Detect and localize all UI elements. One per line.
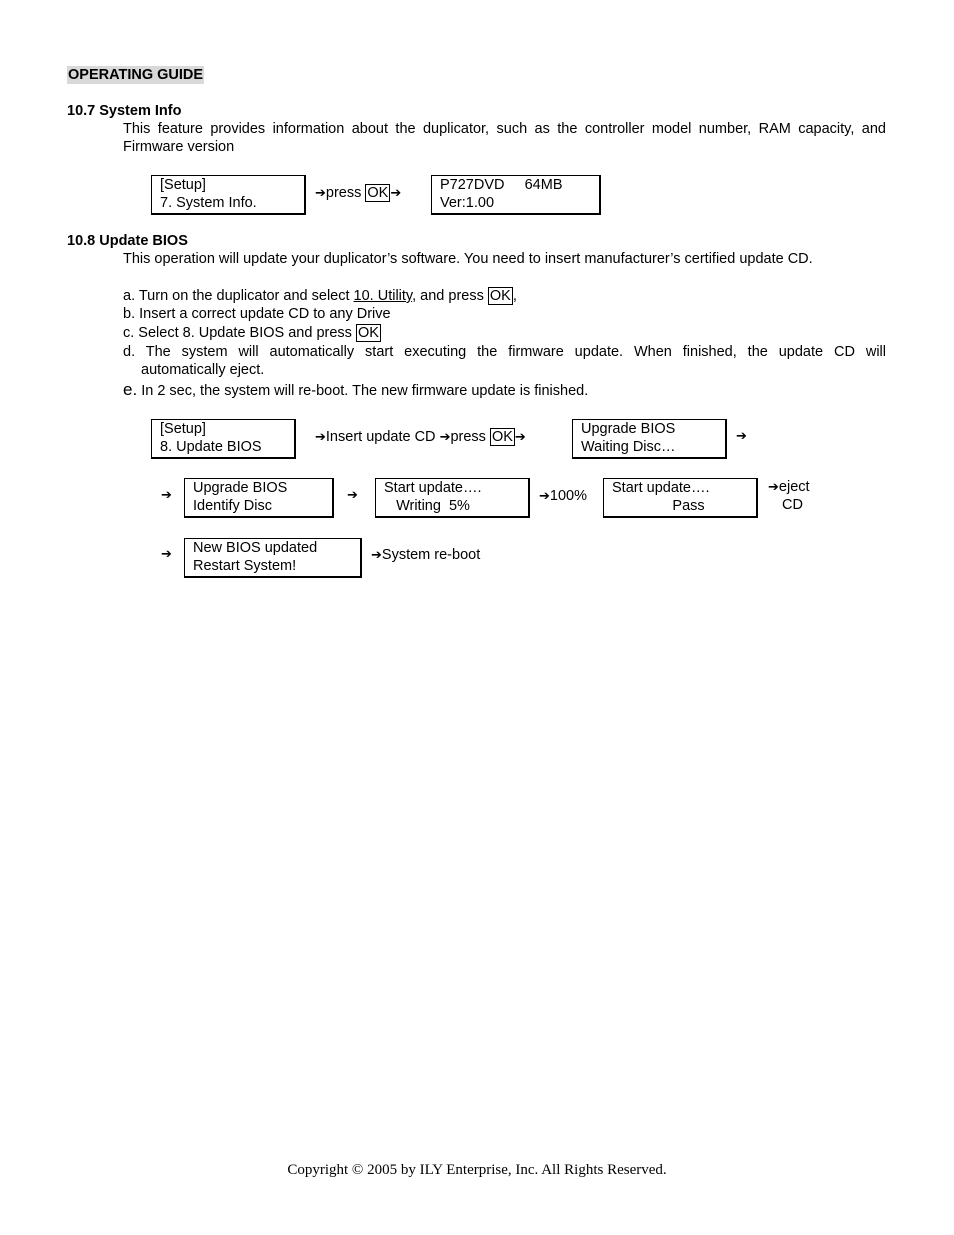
list-item bbox=[123, 381, 886, 400]
list-item: b. Insert a correct update CD to any Drive bbox=[123, 306, 391, 322]
ok-key: OK bbox=[489, 288, 511, 304]
step-text: , and press bbox=[412, 288, 488, 304]
section-heading-system-info: 10.7 System Info bbox=[67, 103, 182, 119]
system-info-press-ok bbox=[315, 184, 401, 203]
section-heading-update-bios: 10.8 Update BIOS bbox=[67, 233, 188, 249]
list-item bbox=[123, 324, 886, 342]
lcd-identify-disc bbox=[184, 478, 334, 518]
lcd-line: Restart System! bbox=[193, 558, 297, 574]
list-item: d. The system will automatically start executing the firmware update. When finished, the update CD will bbox=[123, 344, 886, 360]
reboot-text: System re-boot bbox=[381, 547, 481, 563]
lcd-line: [Setup] bbox=[160, 177, 206, 193]
percent-text: 100% bbox=[549, 488, 587, 504]
arrow-right-icon: ➔ bbox=[514, 430, 526, 445]
lcd-pass bbox=[603, 478, 758, 518]
page-title: OPERATING GUIDE bbox=[68, 67, 204, 83]
arrow-right-icon: ➔ bbox=[390, 186, 402, 201]
eject-cd-note-line2: CD bbox=[782, 497, 803, 513]
copyright-footer: Copyright © 2005 by ILY Enterprise, Inc. All Rights Reserved. bbox=[287, 1162, 667, 1178]
lcd-setup-system-info bbox=[151, 175, 306, 215]
list-item bbox=[123, 287, 886, 305]
lcd-line: Pass bbox=[612, 498, 705, 514]
lcd-writing bbox=[375, 478, 530, 518]
ok-key: OK bbox=[357, 325, 379, 341]
arrow-right-icon: ➔ bbox=[768, 480, 779, 495]
lcd-line: Upgrade BIOS bbox=[193, 480, 288, 496]
system-reboot-note bbox=[371, 546, 480, 565]
lcd-line: New BIOS updated bbox=[193, 540, 318, 556]
ok-key: OK bbox=[491, 429, 513, 445]
insert-cd-press-ok bbox=[315, 428, 526, 447]
progress-complete bbox=[539, 487, 587, 506]
lcd-waiting-disc bbox=[572, 419, 727, 459]
arrow-right-icon: ➔ bbox=[347, 488, 358, 503]
eject-cd-note bbox=[768, 478, 810, 497]
lcd-line: Start update…. bbox=[612, 480, 710, 496]
lcd-line: Waiting Disc… bbox=[581, 439, 676, 455]
lcd-line: 7. System Info. bbox=[160, 195, 257, 211]
utility-menu-ref: 10. Utility bbox=[353, 288, 413, 304]
arrow-right-icon: ➔ bbox=[371, 548, 382, 563]
step-text: In 2 sec, the system will re-boot. The new firmware update is finished. bbox=[137, 383, 589, 399]
arrow-right-icon: ➔ bbox=[736, 429, 747, 444]
lcd-line: Upgrade BIOS bbox=[581, 421, 676, 437]
arrow-right-icon: ➔ bbox=[539, 489, 550, 504]
press-text: press bbox=[325, 185, 362, 201]
arrow-right-icon: ➔ bbox=[161, 488, 172, 503]
arrow-right-icon: ➔ bbox=[315, 186, 326, 201]
step-text: , bbox=[512, 288, 517, 304]
arrow-right-icon: ➔ bbox=[315, 430, 326, 445]
eject-text: eject bbox=[778, 479, 810, 495]
update-bios-description: This operation will update your duplicator’s software. You need to insert manufacturer’s certified update CD. bbox=[123, 251, 813, 267]
list-item-continued: automatically eject. bbox=[141, 362, 265, 378]
step-text: a. Turn on the duplicator and select bbox=[123, 288, 354, 304]
lcd-line: Ver:1.00 bbox=[440, 195, 495, 211]
system-info-description: This feature provides information about the duplicator, such as the controller model number, RAM capacity, and Firmware version bbox=[123, 121, 886, 155]
arrow-right-icon: ➔ bbox=[439, 430, 451, 445]
lcd-line: P727DVD 64MB bbox=[440, 177, 563, 193]
press-text: press bbox=[450, 429, 490, 445]
lcd-line: Identify Disc bbox=[193, 498, 272, 514]
update-bios-steps bbox=[123, 287, 886, 397]
lcd-system-info-result bbox=[431, 175, 601, 215]
lcd-line: [Setup] bbox=[160, 421, 206, 437]
lcd-new-bios-updated bbox=[184, 538, 362, 578]
lcd-line: Start update…. bbox=[384, 480, 482, 496]
lcd-setup-update-bios bbox=[151, 419, 296, 459]
step-letter: e. bbox=[123, 380, 138, 399]
arrow-right-icon: ➔ bbox=[161, 547, 172, 562]
ok-key: OK bbox=[367, 185, 389, 201]
step-text: c. Select 8. Update BIOS and press bbox=[123, 325, 356, 341]
lcd-line: 8. Update BIOS bbox=[160, 439, 262, 455]
lcd-line: Writing 5% bbox=[384, 498, 470, 514]
insert-text: Insert update CD bbox=[325, 429, 440, 445]
